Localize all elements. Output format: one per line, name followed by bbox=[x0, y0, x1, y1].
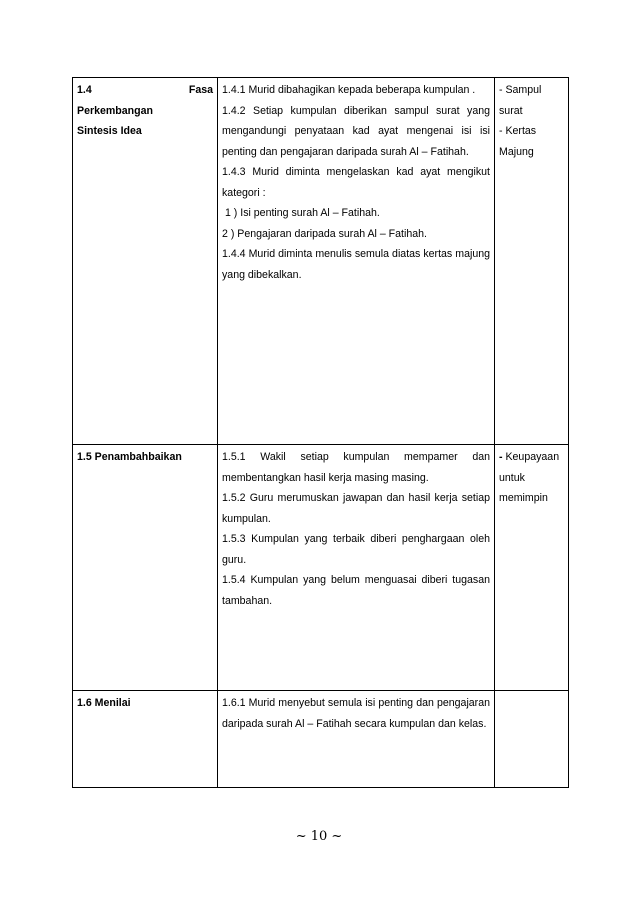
resource-item bbox=[499, 447, 564, 509]
activity-step: 1.4.3 Murid diminta mengelaskan kad ayat mengikut kategori : bbox=[222, 166, 490, 199]
lesson-plan-table bbox=[72, 77, 569, 788]
activity-step: 1.5.2 Guru merumuskan jawapan dan hasil kerja setiap kumpulan. bbox=[222, 492, 490, 525]
activity-step: 1.5.3 Kumpulan yang terbaik diberi penghargaan oleh guru. bbox=[222, 533, 490, 566]
table-row bbox=[73, 78, 569, 445]
activity-cell bbox=[218, 691, 495, 788]
table-row bbox=[73, 691, 569, 788]
phase-number: 1.4 bbox=[77, 84, 92, 96]
resource-cell bbox=[495, 691, 569, 788]
phase-title-line: Sintesis Idea bbox=[77, 125, 142, 137]
activity-step: 1.5.1 Wakil setiap kumpulan mempamer dan membentangkan hasil kerja masing masing. bbox=[222, 451, 490, 484]
resource-dash: - bbox=[499, 451, 503, 463]
resource-text: Keupayaan untuk memimpin bbox=[499, 451, 560, 504]
resource-cell bbox=[495, 445, 569, 691]
phase-title-line: Perkembangan bbox=[77, 104, 153, 117]
activity-step: 1.6.1 Murid menyebut semula isi penting dan pengajaran daripada surah Al – Fatihah secara kumpulan dan kelas. bbox=[222, 697, 490, 730]
resource-cell bbox=[495, 78, 569, 445]
phase-title-line: 1.6 Menilai bbox=[77, 697, 131, 709]
activity-step: 1 ) Isi penting surah Al – Fatihah. bbox=[222, 207, 380, 219]
activity-step: 1.5.4 Kumpulan yang belum menguasai diberi tugasan tambahan. bbox=[222, 574, 490, 607]
phase-title-line: 1.5 Penambahbaikan bbox=[77, 451, 182, 463]
activity-step: 1.4.4 Murid diminta menulis semula diatas kertas majung yang dibekalkan. bbox=[222, 248, 490, 281]
phase-word: Fasa bbox=[188, 84, 213, 96]
phase-cell bbox=[73, 78, 218, 445]
phase-cell bbox=[73, 445, 218, 691]
activity-cell bbox=[218, 445, 495, 691]
resource-item: - Sampul surat bbox=[499, 84, 542, 117]
phase-cell bbox=[73, 691, 218, 788]
activity-step: 2 ) Pengajaran daripada surah Al – Fatihah. bbox=[222, 227, 427, 240]
resource-item: - Kertas Majung bbox=[499, 125, 537, 158]
page-number: ~ 10 ~ bbox=[295, 829, 343, 844]
phase-title-line bbox=[77, 80, 213, 101]
table-row bbox=[73, 445, 569, 691]
activity-step: 1.4.1 Murid dibahagikan kepada beberapa kumpulan . bbox=[222, 84, 476, 96]
activity-cell bbox=[218, 78, 495, 445]
activity-step: 1.4.2 Setiap kumpulan diberikan sampul surat yang mengandungi penyataan kad ayat mengenai isi isi penting dan pengajaran daripada surah Al – Fatihah. bbox=[222, 104, 490, 158]
